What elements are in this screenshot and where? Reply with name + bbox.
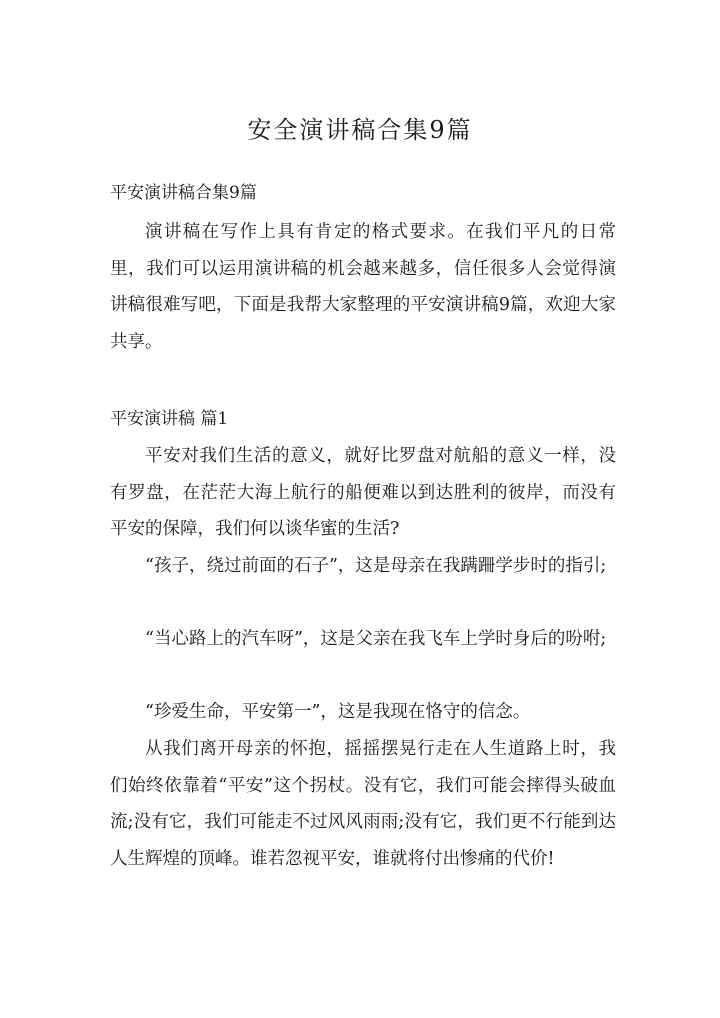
body-paragraph-3: “当心路上的汽车呀”，这是父亲在我飞车上学时身后的吩咐; bbox=[145, 629, 607, 649]
body-paragraph-5: 从我们离开母亲的怀抱，摇摇摆晃行走在人生道路上时，我们始终依靠着“平安”这个拐杖。没有它，我们可能会摔得头破血流;没有它，我们可能走不过风风雨雨;没有它，我们更不行能到达人生辉煌的顶峰。谁若忽视平安，谁就将付出惨痛的代价! bbox=[110, 739, 616, 869]
body-paragraph-2: “孩子，绕过前面的石子”，这是母亲在我蹒跚学步时的指引; bbox=[145, 556, 607, 576]
body-paragraph-1: 平安对我们生活的意义，就好比罗盘对航船的意义一样，没有罗盘，在茫茫大海上航行的船便难以到达胜利的彼岸，而没有平安的保障，我们何以谈华蜜的生活? bbox=[110, 446, 616, 539]
body-paragraph-4: “珍爱生命，平安第一”，这是我现在恪守的信念。 bbox=[145, 702, 531, 722]
article-heading: 平安演讲稿 篇1 bbox=[110, 409, 229, 429]
document-title: 安全演讲稿合集9篇 bbox=[247, 116, 473, 144]
intro-paragraph: 演讲稿在写作上具有肯定的格式要求。在我们平凡的日常里，我们可以运用演讲稿的机会越来越多，信任很多人会觉得演讲稿很难写吧，下面是我帮大家整理的平安演讲稿9篇，欢迎大家共享。 bbox=[110, 222, 616, 352]
section-heading: 平安演讲稿合集9篇 bbox=[110, 183, 257, 203]
